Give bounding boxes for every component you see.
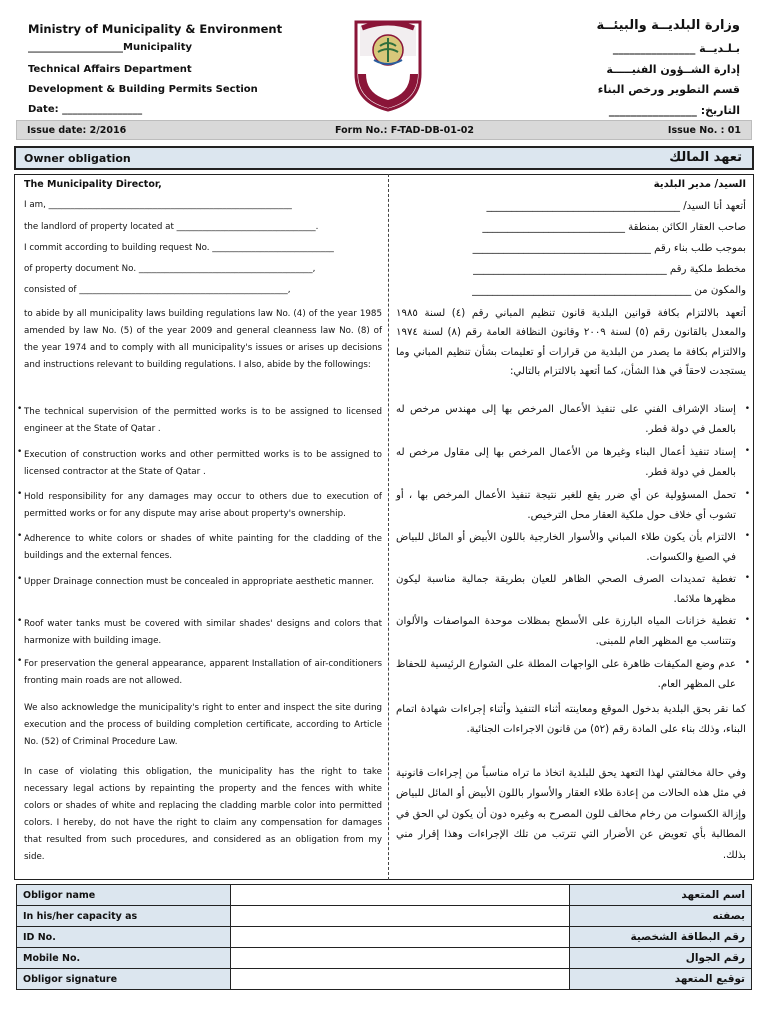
bullet-icon: • bbox=[744, 489, 750, 499]
bullet-icon: • bbox=[17, 616, 23, 626]
bullet-icon: • bbox=[17, 404, 23, 414]
table-row bbox=[17, 948, 752, 969]
bullet-en-7: For preservation the general appearance, apparent Installation of air-conditioners fronting main roads are not allowed. bbox=[24, 659, 382, 686]
bullet-icon: • bbox=[744, 531, 750, 541]
owner-name-field-en[interactable]: I am, ________________________________________________________ bbox=[24, 200, 292, 210]
bullet-ar-2: إسناد تنفيذ أعمال البناء وغيرها من الأعمال المرخص بها إلى مقاول مرخص له بالعمل في دولة قطر. bbox=[396, 447, 736, 479]
capacity-label-ar: بصفته bbox=[570, 906, 752, 927]
obligor-name-label-en: Obligor name bbox=[17, 885, 231, 906]
issue-number: Issue No. : 01 bbox=[667, 125, 741, 136]
bullet-icon: • bbox=[744, 573, 750, 583]
bullet-icon: • bbox=[744, 404, 750, 414]
bullet-icon: • bbox=[17, 574, 23, 584]
violation-paragraph-ar: وفي حالة مخالفتي لهذا التعهد يحق للبلدية اتخاذ ما تراه مناسباً من إجراءات قانونية في مثل هذه الحالات من إعادة طلاء العقار والأسوار باللون الأبيض أو المائل للبياض وإزالة الكسوات من رخام مخالف للون المصرح به وغيره دون أن يكون لي الحق في المطالبة بأي تعويض عن الأضرار التي تترتب من تلك الإجراءات وهذا إقرار مني بذلك. bbox=[396, 768, 746, 861]
owner-name-field-ar[interactable]: أتعهد أنا السيد/ ______________________________________ bbox=[486, 201, 746, 212]
building-request-field-ar[interactable]: بموجب طلب بناء رقم ___________________________________ bbox=[472, 243, 746, 254]
mobile-label-en: Mobile No. bbox=[17, 948, 231, 969]
property-plan-field-ar[interactable]: مخطط ملكية رقم ______________________________________ bbox=[473, 264, 746, 275]
bullet-ar-6: تغطية خزانات المياه البارزة على الأسطح بمظلات موحدة المواصفات والألوان وتتناسب مع المظهر العام للمبنى. bbox=[396, 616, 736, 648]
consisted-of-field-en[interactable]: consisted of ________________________________________________, bbox=[24, 285, 291, 295]
ministry-name-en: Ministry of Municipality & Environment bbox=[28, 22, 283, 36]
intro-en: to abide by all municipality laws building regulations law No. (4) of the year 1985 amended by law No. (5) of the year 2009 and general cleanness law No. (8) of the year 1974 and to comply with all municipality's issues or arises up decisions and instructions relevant to building regulations. I also, abide by the followings: bbox=[24, 309, 382, 370]
bullet-ar-5: تغطية تمديدات الصرف الصحي الظاهر للعيان بطريقة جمالية مناسبة ليكون مظهرها ملائما. bbox=[396, 574, 736, 606]
salutation-en: The Municipality Director, bbox=[24, 179, 162, 190]
bullet-en-6: Roof water tanks must be covered with similar shades' designs and colors that harmonize with building image. bbox=[24, 619, 382, 646]
signature-label-ar: توقيع المتعهد bbox=[570, 969, 752, 990]
property-document-field-en[interactable]: of property document No. ________________________________________, bbox=[24, 264, 316, 274]
mobile-label-ar: رقم الجوال bbox=[570, 948, 752, 969]
municipality-line-en: ___________________Municipality bbox=[28, 42, 193, 53]
bullet-en-3: Hold responsibility for any damages may occur to others due to execution of permitted works or for any dispute may arise about property's ownership. bbox=[24, 492, 382, 519]
capacity-input[interactable] bbox=[231, 906, 570, 927]
table-row bbox=[17, 969, 752, 990]
signature-input[interactable] bbox=[231, 969, 570, 990]
bullet-icon: • bbox=[17, 531, 23, 541]
form-title-box bbox=[14, 146, 754, 170]
property-location-field-ar[interactable]: صاحب العقار الكائن بمنطقة ____________________________ bbox=[482, 222, 746, 233]
mobile-input[interactable] bbox=[231, 948, 570, 969]
obligor-name-label-ar: اسم المتعهد bbox=[570, 885, 752, 906]
property-location-field-en[interactable]: the landlord of property located at ________________________________. bbox=[24, 222, 319, 232]
inspection-paragraph-ar: كما نقر بحق البلدية بدخول الموقع ومعاينته أثناء التنفيذ وأثناء إجراءات شهادة اتمام البناء، وذلك بناء على المادة رقم (٥٢) من قانون الاجراءات الجنائية. bbox=[396, 704, 746, 735]
intro-ar: أتعهد بالالتزام بكافة قوانين البلدية قانون تنظيم المباني رقم (٤) لسنة ١٩٨٥ والمعدل بالقانون رقم (٥) لسنة ٢٠٠٩ وقانون النظافة العامة رقم (٨) لسنة ١٩٧٤ والالتزام بكافة ما يصدر من البلدية من قرارات أو تعليمات بشأن تنظيم المباني وما يستجدت لاحقاً في هذا الشأن، كما أتعهد بالالتزام بالتالي: bbox=[396, 308, 746, 378]
bullet-icon: • bbox=[744, 658, 750, 668]
ministry-name-ar: وزارة البلديــة والبيئــة bbox=[596, 18, 740, 33]
violation-paragraph-en: In case of violating this obligation, the municipality has the right to take necessary legal actions by repainting the property and the fences with white colors or shades of white and replacing the cladding marble color into permitted colors. I hereby, do not have the right to claim any compensation for damages that resulted from such procedures, and considered as an obligation from my side. bbox=[24, 767, 382, 862]
bullet-ar-7: عدم وضع المكيفات ظاهرة على الواجهات المطلة على الشوارع الرئيسية للحفاظ على المظهر العام. bbox=[396, 659, 736, 691]
bullet-icon: • bbox=[17, 447, 23, 457]
column-divider bbox=[388, 174, 389, 880]
capacity-label-en: In his/her capacity as bbox=[17, 906, 231, 927]
bullet-icon: • bbox=[17, 489, 23, 499]
department-en: Technical Affairs Department bbox=[28, 64, 192, 75]
id-number-label-ar: رقم البطاقة الشخصية bbox=[570, 927, 752, 948]
table-row bbox=[17, 906, 752, 927]
id-number-label-en: ID No. bbox=[17, 927, 231, 948]
department-ar: إدارة الشــؤون الفنيـــــة bbox=[606, 63, 740, 76]
bullet-icon: • bbox=[744, 615, 750, 625]
issue-date: Issue date: 2/2016 bbox=[27, 125, 127, 136]
municipality-line-ar: بـلـديــة _______________ bbox=[612, 42, 740, 55]
issue-bar bbox=[16, 120, 752, 140]
section-en: Development & Building Permits Section bbox=[28, 84, 258, 95]
obligor-name-input[interactable] bbox=[231, 885, 570, 906]
section-ar: قسم التطوير ورخص البناء bbox=[597, 83, 740, 96]
obligor-details-table bbox=[16, 884, 752, 990]
bullet-ar-3: تحمل المسؤولية عن أي ضرر يقع للغير نتيجة تنفيذ الأعمال المرخص بها ، أو تشوب أي خلاف حول ملكية العقار محل الترخيص. bbox=[396, 490, 736, 522]
form-number: Form No.: F-TAD-DB-01-02 bbox=[335, 125, 475, 136]
date-field-en: Date: ________________ bbox=[28, 104, 143, 115]
bullet-icon: • bbox=[744, 446, 750, 456]
ministry-logo bbox=[350, 16, 426, 112]
inspection-paragraph-en: We also acknowledge the municipality's right to enter and inspect the site during execution and the process of building completion certificate, according to Article No. (52) of Criminal Procedure Law. bbox=[24, 703, 382, 747]
building-request-field-en[interactable]: I commit according to building request No. ____________________________ bbox=[24, 243, 334, 253]
table-row bbox=[17, 885, 752, 906]
consisting-of-field-ar[interactable]: والمكون من ___________________________________________ bbox=[472, 285, 746, 296]
bullet-ar-4: الالتزام بأن يكون طلاء المباني والأسوار الخارجية باللون الأبيض أو المائل للبياض في الصبغ والكسوات. bbox=[396, 532, 736, 564]
form-title-en: Owner obligation bbox=[24, 152, 131, 165]
bullet-en-4: Adherence to white colors or shades of white painting for the cladding of the buildings and the external fences. bbox=[24, 534, 382, 561]
date-field-ar: التاريخ: ________________ bbox=[608, 104, 740, 117]
id-number-input[interactable] bbox=[231, 927, 570, 948]
bullet-ar-1: إسناد الإشراف الفني على تنفيذ الأعمال المرخص بها إلى مهندس مرخص له بالعمل في دولة قطر. bbox=[396, 404, 736, 436]
form-title-ar: تعهد المالك bbox=[669, 150, 742, 165]
bullet-icon: • bbox=[17, 656, 23, 666]
table-row bbox=[17, 927, 752, 948]
bullet-en-5: Upper Drainage connection must be concealed in appropriate aesthetic manner. bbox=[24, 577, 375, 587]
bullet-en-2: Execution of construction works and other permitted works is to be assigned to licensed contractor at the State of Qatar . bbox=[24, 450, 382, 477]
signature-label-en: Obligor signature bbox=[17, 969, 231, 990]
bullet-en-1: The technical supervision of the permitted works is to be assigned to licensed engineer at the State of Qatar . bbox=[24, 407, 382, 434]
salutation-ar: السيد/ مدير البلدية bbox=[653, 179, 746, 190]
